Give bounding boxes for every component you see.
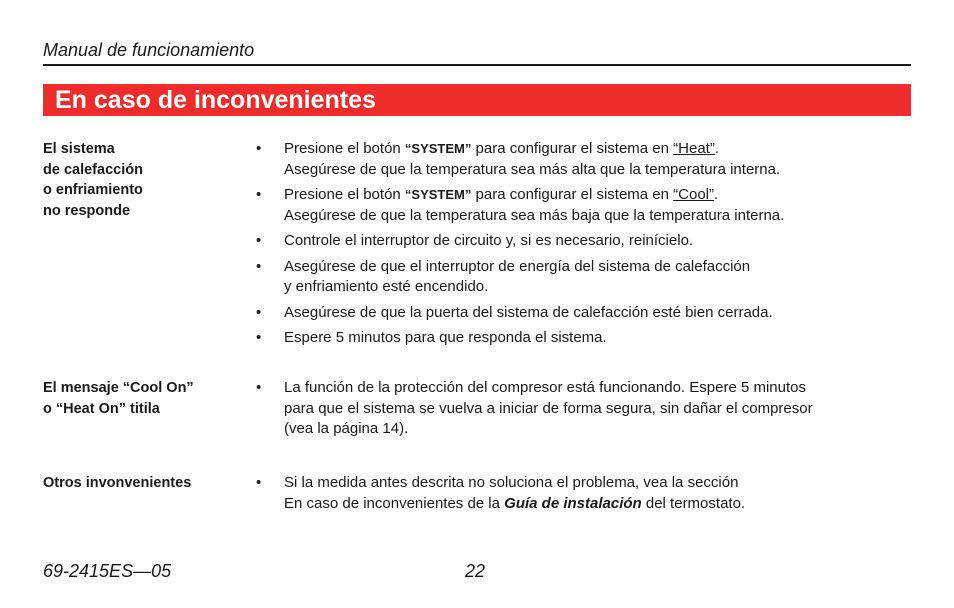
issue-label-line: no responde xyxy=(43,202,131,219)
solution-item xyxy=(256,257,911,298)
item-text: La función de la protección del compresor está funcionando. Espere 5 minutos xyxy=(284,379,806,396)
bullet-glyph: • xyxy=(256,474,262,491)
bullet-glyph: • xyxy=(256,232,262,249)
solution-item xyxy=(256,185,911,226)
item-text: Controle el interruptor de circuito y, si es necesario, reinícielo. xyxy=(284,232,694,249)
solution-item xyxy=(256,378,911,440)
bullet-glyph: • xyxy=(256,140,262,157)
document-number: 69-2415ES—05 xyxy=(43,561,172,581)
item-text: Asegúrese de que la temperatura sea más alta que la temperatura interna. xyxy=(284,160,781,178)
issue-label-line: o enfriamiento xyxy=(43,182,143,198)
header-divider xyxy=(43,64,911,66)
solution-item xyxy=(256,231,911,252)
item-text: Presione el botón xyxy=(284,140,405,157)
issue-label xyxy=(43,378,243,419)
system-button-name: “SYSTEM” xyxy=(404,141,472,156)
item-text: para que el sistema se vuelva a iniciar de forma segura, sin dañar el compresor xyxy=(284,399,813,417)
item-text: Asegúrese de que la temperatura sea más baja que la temperatura interna. xyxy=(284,206,785,224)
item-text: . xyxy=(714,140,720,157)
item-text: para configurar el sistema en xyxy=(471,186,674,203)
installation-guide-title: Guía de instalación xyxy=(504,494,642,512)
solution-item xyxy=(256,303,911,324)
heat-mode-term: “Heat” xyxy=(673,140,715,157)
item-text: Espere 5 minutos para que responda el sistema. xyxy=(284,329,607,346)
item-text: y enfriamiento esté encendido. xyxy=(284,278,489,295)
solution-list xyxy=(256,378,911,445)
item-text: (vea la página 14). xyxy=(284,420,409,437)
running-header: Manual de funcionamiento xyxy=(43,40,255,60)
item-text: Asegúrese de que el interruptor de energía del sistema de calefacción xyxy=(284,257,751,275)
issue-label xyxy=(43,473,243,494)
item-text: Asegúrese de que la puerta del sistema de calefacción esté bien cerrada. xyxy=(284,303,773,321)
solution-item xyxy=(256,328,911,349)
system-button-name: “SYSTEM” xyxy=(404,187,472,202)
cool-mode-term: “Cool” xyxy=(673,186,715,203)
solution-item xyxy=(256,139,911,180)
section-banner: En caso de inconvenientes xyxy=(43,84,911,116)
item-text: . xyxy=(714,186,719,203)
solution-list xyxy=(256,473,911,519)
issue-label-line: de calefacción xyxy=(43,161,143,178)
issue-label-line: El sistema xyxy=(43,141,115,157)
item-text: Si la medida antes descrita no soluciona el problema, vea la sección xyxy=(284,474,739,491)
bullet-glyph: • xyxy=(256,379,262,396)
item-text: En caso de inconvenientes de la xyxy=(284,494,505,512)
issue-label-line: o “Heat On” titila xyxy=(43,400,160,417)
item-text: para configurar el sistema en xyxy=(471,140,674,157)
bullet-glyph: • xyxy=(256,257,262,275)
solution-list xyxy=(256,139,911,354)
issue-label-line: El mensaje “Cool On” xyxy=(43,380,194,396)
solution-item xyxy=(256,473,911,514)
issue-label-line: Otros invonvenientes xyxy=(43,475,192,491)
item-text: del termostato. xyxy=(641,494,746,512)
issue-label xyxy=(43,139,243,221)
bullet-glyph: • xyxy=(256,303,262,321)
page-number: 22 xyxy=(465,561,486,581)
bullet-glyph: • xyxy=(256,329,262,346)
item-text: Presione el botón xyxy=(284,186,405,203)
bullet-glyph: • xyxy=(256,186,262,203)
